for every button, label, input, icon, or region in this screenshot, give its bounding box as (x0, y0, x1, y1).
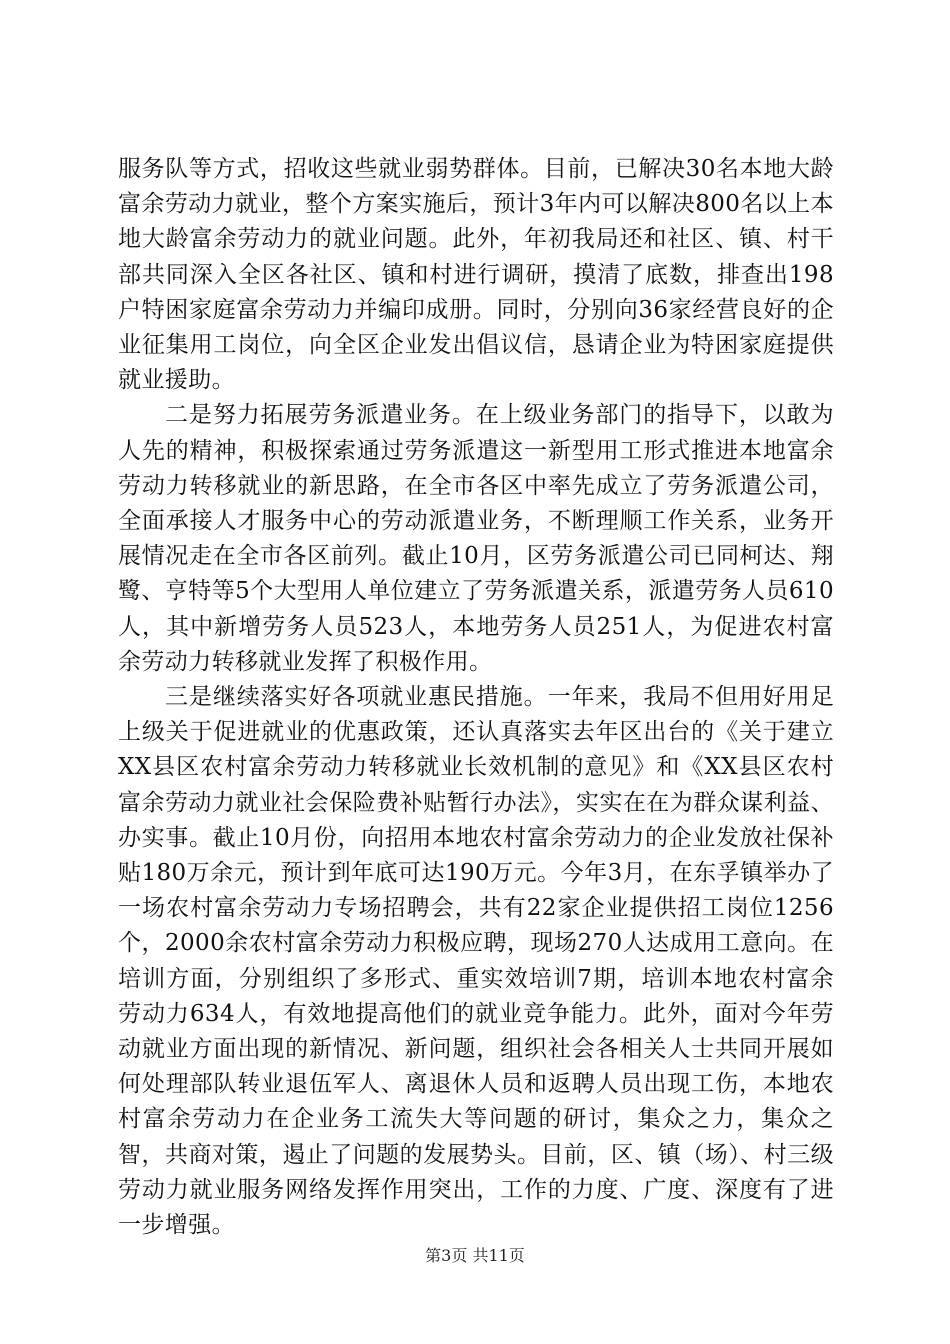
document-body (118, 152, 834, 1243)
page-number-footer: 第3页 共11页 (425, 1246, 525, 1265)
paragraph-continuation: 服务队等方式，招收这些就业弱势群体。目前，已解决30名本地大龄富余劳动力就业，整个方案实施后，预计3年内可以解决800名以上本地大龄富余劳动力的就业问题。此外，年初我局还和社区、镇、村干部共同深入全区各社区、镇和村进行调研，摸清了底数，排查出198户特困家庭富余劳动力并编印成册。同时，分别向36家经营良好的企业征集用工岗位，向全区企业发出倡议信，恳请企业为特困家庭提供就业援助。 (118, 156, 834, 394)
paragraph-labor-dispatch: 二是努力拓展劳务派遣业务。在上级业务部门的指导下，以敢为人先的精神，积极探索通过劳务派遣这一新型用工形式推进本地富余劳动力转移就业的新思路，在全市各区中率先成立了劳务派遣公司，全面承接人才服务中心的劳动派遣业务，不断理顺工作关系，业务开展情况走在全市各区前列。截止10月，区劳务派遣公司已同柯达、翔鹭、亨特等5个大型用人单位建立了劳务派遣关系，派遣劳务人员610人，其中新增劳务人员523人，本地劳务人员251人，为促进农村富余劳动力转移就业发挥了积极作用。 (118, 402, 834, 675)
paragraph-employment-measures: 三是继续落实好各项就业惠民措施。一年来，我局不但用好用足上级关于促进就业的优惠政策，还认真落实去年区出台的《关于建立XX县区农村富余劳动力转移就业长效机制的意见》和《XX县区农村富余劳动力就业社会保险费补贴暂行办法》，实实在在为群众谋利益、办实事。截止10月份，向招用本地农村富余劳动力的企业发放社保补贴180万余元，预计到年底可达190万元。今年3月，在东孚镇举办了一场农村富余劳动力专场招聘会，共有22家企业提供招工岗位1256个，2000余农村富余劳动力积极应聘，现场270人达成用工意向。在培训方面，分别组织了多形式、重实效培训7期，培训本地农村富余劳动力634人，有效地提高他们的就业竞争能力。此外，面对今年劳动就业方面出现的新情况、新问题，组织社会各相关人士共同开展如何处理部队转业退伍军人、离退休人员和返聘人员出现工伤，本地农村富余劳动力在企业务工流失大等问题的研讨，集众之力，集众之智，共商对策，遏止了问题的发展势头。目前，区、镇（场）、村三级劳动力就业服务网络发挥作用突出，工作的力度、广度、深度有了进一步增强。 (118, 684, 834, 1239)
